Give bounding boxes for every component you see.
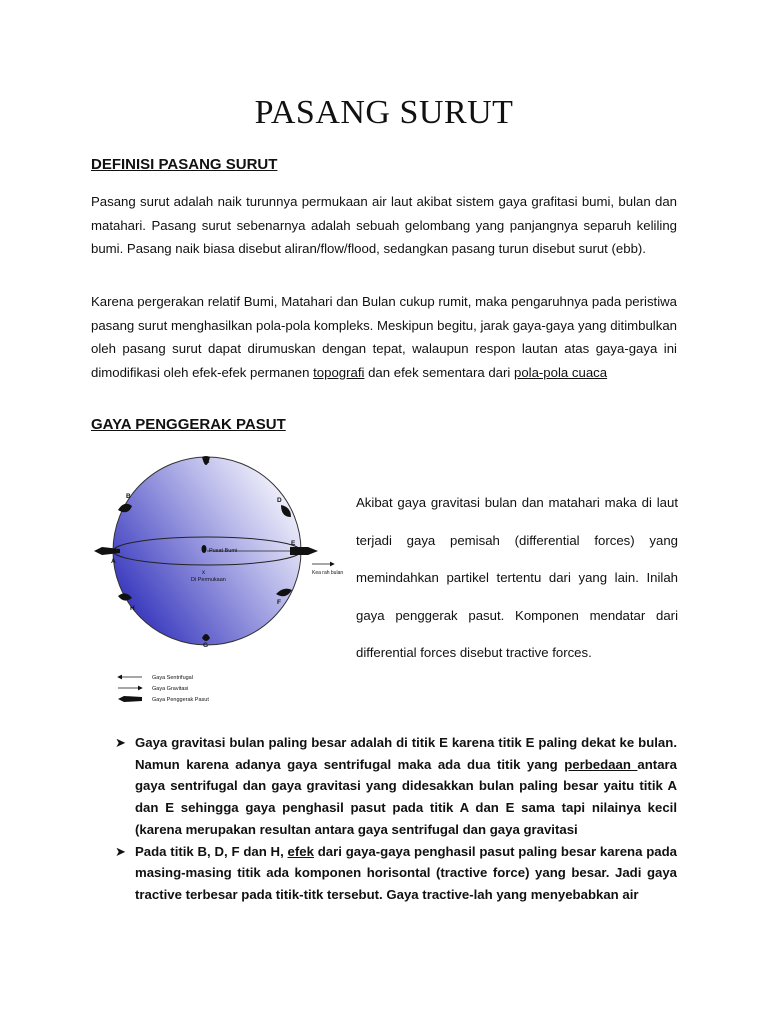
legend-gravitation-label: Gaya Gravitasi [152,686,189,692]
earth-center-dot [202,545,207,553]
point-label-a: A [111,558,116,565]
bullet-arrow-icon: ➤ [115,735,126,750]
legend-tractive-label: Gaya Penggerak Pasut [152,697,209,703]
point-label-h: H [130,605,135,612]
point-label-f: F [277,599,281,606]
paragraph-pergerakan [91,290,677,384]
legend-tractive-arrow [118,696,142,702]
bullet-text-end: antara gaya sentrifugal dan gaya gravitasi yang didesakkan bulan paling besar yaitu titik A dan E sehingga gaya penghasil pasut pada titik A dan E sama tapi nilainya kecil (karena merupakan resultan antara gaya sentrifugal dan gaya gravitasi [135,756,677,837]
bullet-underlined-term[interactable]: perbedaan [564,756,638,772]
paragraph-text-start: Karena pergerakan relatif Bumi, Matahari dan Bulan cukup rumit, maka pengaruhnya pada peristiwa pasang surut menghasilkan pola-pola kompleks. Meskipun begitu, jarak gaya-gaya yang ditimbulkan oleh pasang surut dapat dirumuskan dengan tepat, walaupun respon lautan atas gaya-gaya ini dimodifikasi oleh efek-efek permanen [91,294,677,380]
tidal-force-diagram [86,448,348,713]
bullet-list [115,732,677,906]
section-heading-definisi: DEFINISI PASANG SURUT [91,156,278,173]
link-topografi[interactable]: topografi [313,364,365,380]
page-title: PASANG SURUT [254,94,514,131]
bullet-text-start: Gaya gravitasi bulan paling besar adalah di titik E karena titik E paling dekat ke bulan. Namun karena adanya gaya sentrifugal maka ada dua titik yang [135,735,677,772]
bullet-text-end: dari gaya-gaya penghasil pasut paling besar karena pada masing-masing titik ada komponen horisontal (tractive force) yang besar. Jadi gaya tractive terbesar pada titik-titk tersebut. Gaya tractive-lah yang menyebabkan air [135,843,677,902]
point-label-b: B [126,493,131,500]
bullet-arrow-icon: ➤ [115,843,126,859]
point-label-g: G [203,642,209,649]
link-pola-pola-cuaca[interactable]: pola-pola cuaca [513,364,608,380]
legend-centrifugal-label: Gaya Sentrifugal [152,675,193,681]
bullet-underlined-term[interactable]: efek [287,843,314,859]
force-arrow-e [290,547,318,555]
section-heading-gaya-penggerak: GAYA PENGGERAK PASUT [91,416,286,433]
point-label-e: E [291,540,296,547]
bullet-item [115,841,677,906]
point-label-c: C [205,458,210,465]
surface-label: Di Permukaan [191,577,226,583]
paragraph-text-middle: dan efek sementara dari [364,364,514,380]
center-label: Pusat Bumi [209,548,238,554]
tidal-force-svg [86,448,348,713]
surface-mark: x [202,570,205,576]
bullet-text-start: Pada titik B, D, F dan H, [135,843,288,859]
moon-direction-label: Kea rah bulan [312,570,344,576]
point-label-d: D [277,497,282,504]
paragraph-gaya-penggerak: Akibat gaya gravitasi bulan dan matahari maka di laut terjadi gaya pemisah (differential forces) yang memindahkan partikel tertentu dari yang lain. Inilah gaya penggerak pasut. Komponen mendatar dari differential forces disebut tractive forces. [356,495,678,660]
bullet-item [115,732,677,841]
paragraph-definisi: Pasang surut adalah naik turunnya permukaan air laut akibat sistem gaya grafitasi bumi, bulan dan matahari. Pasang surut sebenarnya adalah sebuah gelombang yang panjangnya separuh keliling bumi. Pasang naik biasa disebut aliran/flow/flood, sedangkan pasang turun disebut surut (ebb). [91,194,677,256]
